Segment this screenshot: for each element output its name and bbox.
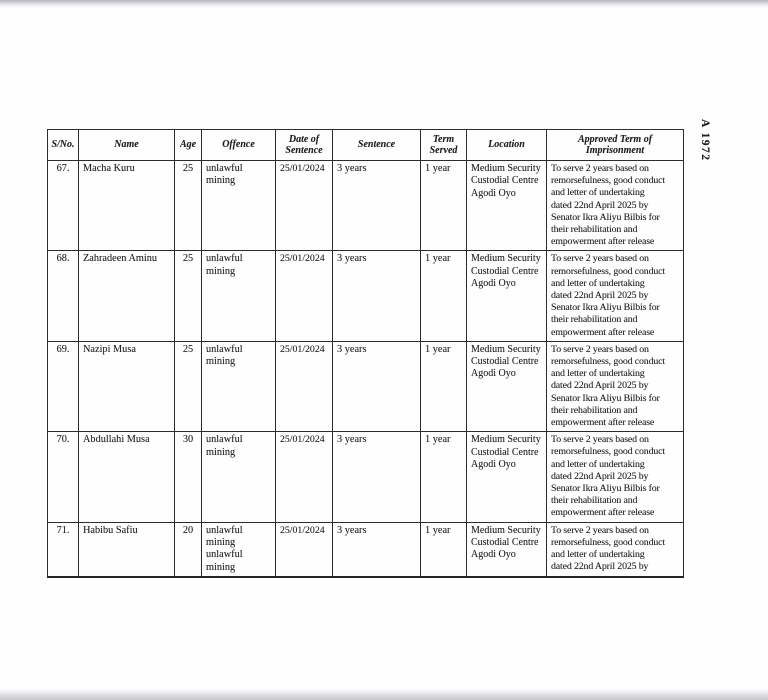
cell-age: 25 (175, 251, 202, 341)
table-row (48, 251, 684, 341)
cell-offence: unlawful mining (202, 161, 276, 251)
cell-term-served: 1 year (421, 251, 467, 341)
cell-serial-number: 69. (48, 341, 79, 431)
cell-age: 25 (175, 161, 202, 251)
photo-edge-top (0, 0, 768, 8)
table-row (48, 432, 684, 522)
cell-age: 25 (175, 341, 202, 431)
cell-approved-term: To serve 2 years based on remorsefulness, good conduct and letter of undertaking dated 22nd April 2025 by Senator Ikra Aliyu Bilbis for their rehabilitation and empowerment after release (547, 161, 684, 251)
column-header-age: Age (175, 130, 202, 161)
page-number-vertical: A 1972 (699, 119, 711, 162)
header-row (48, 130, 684, 161)
cell-offence: unlawful mining (202, 251, 276, 341)
cell-serial-number: 67. (48, 161, 79, 251)
cell-sentence: 3 years (333, 251, 421, 341)
photo-edge-bottom (0, 688, 768, 700)
cell-date-of-sentence: 25/01/2024 (276, 341, 333, 431)
column-header-sno: S/No. (48, 130, 79, 161)
cell-date-of-sentence: 25/01/2024 (276, 161, 333, 251)
cell-approved-term: To serve 2 years based on remorsefulness, good conduct and letter of undertaking dated 22nd April 2025 by (547, 522, 684, 577)
cell-location: Medium Security Custodial Centre Agodi Oyo (467, 522, 547, 577)
cell-date-of-sentence: 25/01/2024 (276, 432, 333, 522)
cell-name: Habibu Safiu (79, 522, 175, 577)
column-header-offence: Offence (202, 130, 276, 161)
convicts-table (47, 129, 684, 578)
cell-name: Zahradeen Aminu (79, 251, 175, 341)
column-header-location: Location (467, 130, 547, 161)
cell-location: Medium Security Custodial Centre Agodi Oyo (467, 432, 547, 522)
cell-location: Medium Security Custodial Centre Agodi Oyo (467, 251, 547, 341)
column-header-date-of-sentence: Date of Sentence (276, 130, 333, 161)
cell-offence: unlawful mining unlawful mining (202, 522, 276, 577)
cell-offence: unlawful mining (202, 432, 276, 522)
column-header-approved-term: Approved Term of Imprisonment (547, 130, 684, 161)
cell-date-of-sentence: 25/01/2024 (276, 522, 333, 577)
cell-term-served: 1 year (421, 341, 467, 431)
cell-name: Abdullahi Musa (79, 432, 175, 522)
column-header-sentence: Sentence (333, 130, 421, 161)
cell-approved-term: To serve 2 years based on remorsefulness, good conduct and letter of undertaking dated 22nd April 2025 by Senator Ikra Aliyu Bilbis for their rehabilitation and empowerment after release (547, 432, 684, 522)
cell-offence: unlawful mining (202, 341, 276, 431)
cell-approved-term: To serve 2 years based on remorsefulness, good conduct and letter of undertaking dated 22nd April 2025 by Senator Ikra Aliyu Bilbis for their rehabilitation and empowerment after release (547, 341, 684, 431)
cell-term-served: 1 year (421, 432, 467, 522)
cell-age: 20 (175, 522, 202, 577)
cell-location: Medium Security Custodial Centre Agodi Oyo (467, 161, 547, 251)
cell-approved-term: To serve 2 years based on remorsefulness, good conduct and letter of undertaking dated 22nd April 2025 by Senator Ikra Aliyu Bilbis for their rehabilitation and empowerment after release (547, 251, 684, 341)
cell-sentence: 3 years (333, 522, 421, 577)
cell-age: 30 (175, 432, 202, 522)
cell-serial-number: 68. (48, 251, 79, 341)
cell-term-served: 1 year (421, 522, 467, 577)
cell-name: Macha Kuru (79, 161, 175, 251)
cell-sentence: 3 years (333, 432, 421, 522)
table-row (48, 522, 684, 577)
cell-name: Nazipi Musa (79, 341, 175, 431)
table-row (48, 161, 684, 251)
cell-sentence: 3 years (333, 161, 421, 251)
cell-sentence: 3 years (333, 341, 421, 431)
table-header (48, 130, 684, 161)
column-header-name: Name (79, 130, 175, 161)
cell-serial-number: 71. (48, 522, 79, 577)
cell-serial-number: 70. (48, 432, 79, 522)
cell-date-of-sentence: 25/01/2024 (276, 251, 333, 341)
cell-term-served: 1 year (421, 161, 467, 251)
table-body (48, 161, 684, 578)
cell-location: Medium Security Custodial Centre Agodi Oyo (467, 341, 547, 431)
column-header-term-served: Term Served (421, 130, 467, 161)
table-row (48, 341, 684, 431)
